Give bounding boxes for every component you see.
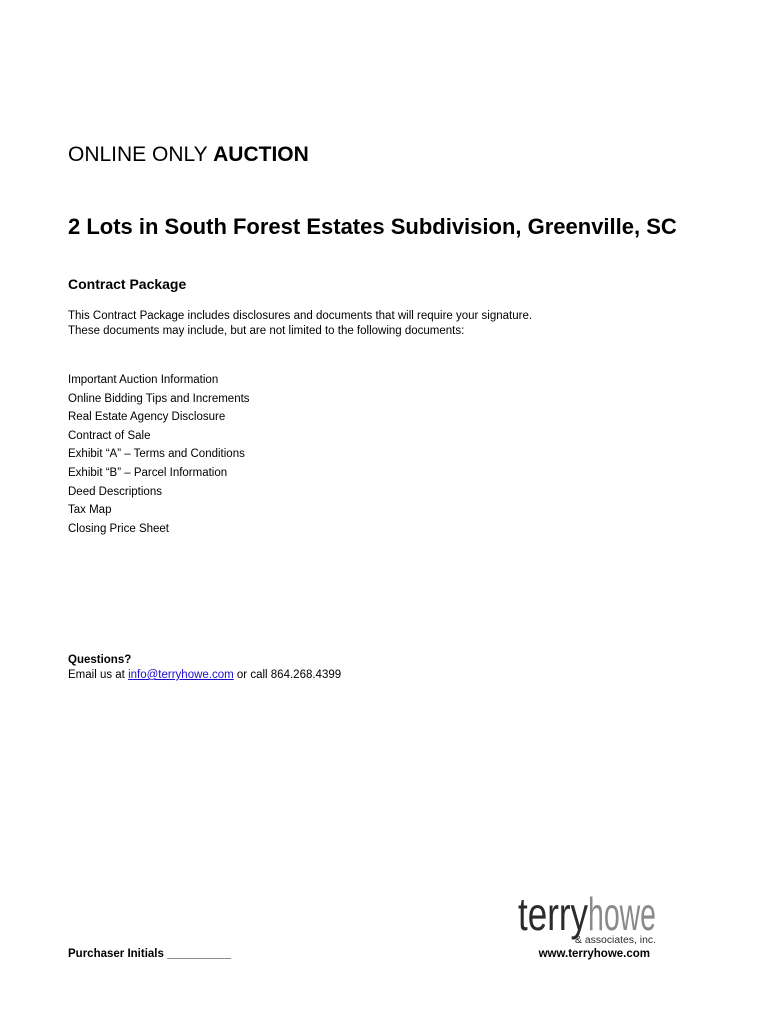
intro-line-2: These documents may include, but are not limited to the following documents: <box>68 325 465 337</box>
contact-line <box>68 668 341 683</box>
list-item: Closing Price Sheet <box>68 522 169 535</box>
online-only-text: ONLINE ONLY <box>68 143 208 166</box>
logo-word-howe: howe <box>588 888 656 940</box>
list-item: Real Estate Agency Disclosure <box>68 411 226 424</box>
list-item: Exhibit “B” – Parcel Information <box>68 466 228 479</box>
list-item: Contract of Sale <box>68 429 151 442</box>
questions-section <box>68 653 341 683</box>
intro-line-1: This Contract Package includes disclosures and documents that will require your signature. <box>68 310 533 322</box>
email-prefix: Email us at <box>68 669 129 681</box>
purchaser-initials: Purchaser Initials __________ <box>68 948 232 960</box>
logo-tagline: & associates, inc. <box>575 935 656 946</box>
auction-type-heading <box>68 142 309 168</box>
website-text: www.terryhowe.com <box>538 948 650 960</box>
list-item: Deed Descriptions <box>68 485 162 498</box>
property-title: 2 Lots in South Forest Estates Subdivision, Greenville, SC <box>68 214 677 239</box>
document-list <box>68 371 250 538</box>
list-item: Online Bidding Tips and Increments <box>68 392 250 405</box>
contract-package-heading: Contract Package <box>68 276 187 292</box>
auction-text: AUCTION <box>213 143 309 166</box>
list-item: Exhibit “A” – Terms and Conditions <box>68 448 245 461</box>
phone-text: or call 864.268.4399 <box>233 669 342 681</box>
logo-word-terry: terry <box>518 888 588 940</box>
list-item: Important Auction Information <box>68 374 219 386</box>
email-link[interactable]: info@terryhowe.com <box>128 669 234 681</box>
questions-heading: Questions? <box>68 654 132 666</box>
list-item: Tax Map <box>68 504 112 517</box>
terry-howe-logo <box>518 882 658 946</box>
contract-intro <box>68 309 532 339</box>
